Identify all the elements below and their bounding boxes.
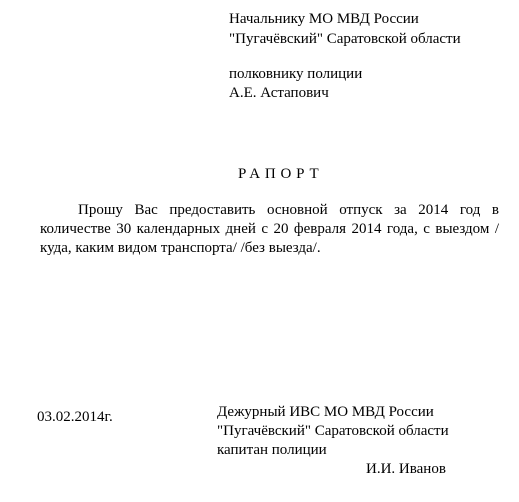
report-date: 03.02.2014г.: [37, 409, 113, 425]
signer-rank: капитан полиции: [217, 442, 327, 458]
addressee-rank: полковнику полиции: [229, 66, 363, 82]
signer-position: Дежурный ИВС МО МВД России: [217, 404, 434, 420]
addressee-position: Начальнику МО МВД России: [229, 11, 419, 27]
signer-department: "Пугачёвский" Саратовской области: [217, 423, 449, 439]
addressee-name: А.Е. Астапович: [229, 85, 329, 101]
signer-name: И.И. Иванов: [366, 461, 446, 477]
addressee-department: "Пугачёвский" Саратовской области: [229, 31, 461, 47]
document-title: РАПОРТ: [238, 166, 324, 182]
report-body: Прошу Вас предоставить основной отпуск за 2014 год в количестве 30 календарных дней с 20 февраля 2014 года, с выездом /куда, каким видом транспорта/ /без выезда/.: [40, 202, 499, 256]
